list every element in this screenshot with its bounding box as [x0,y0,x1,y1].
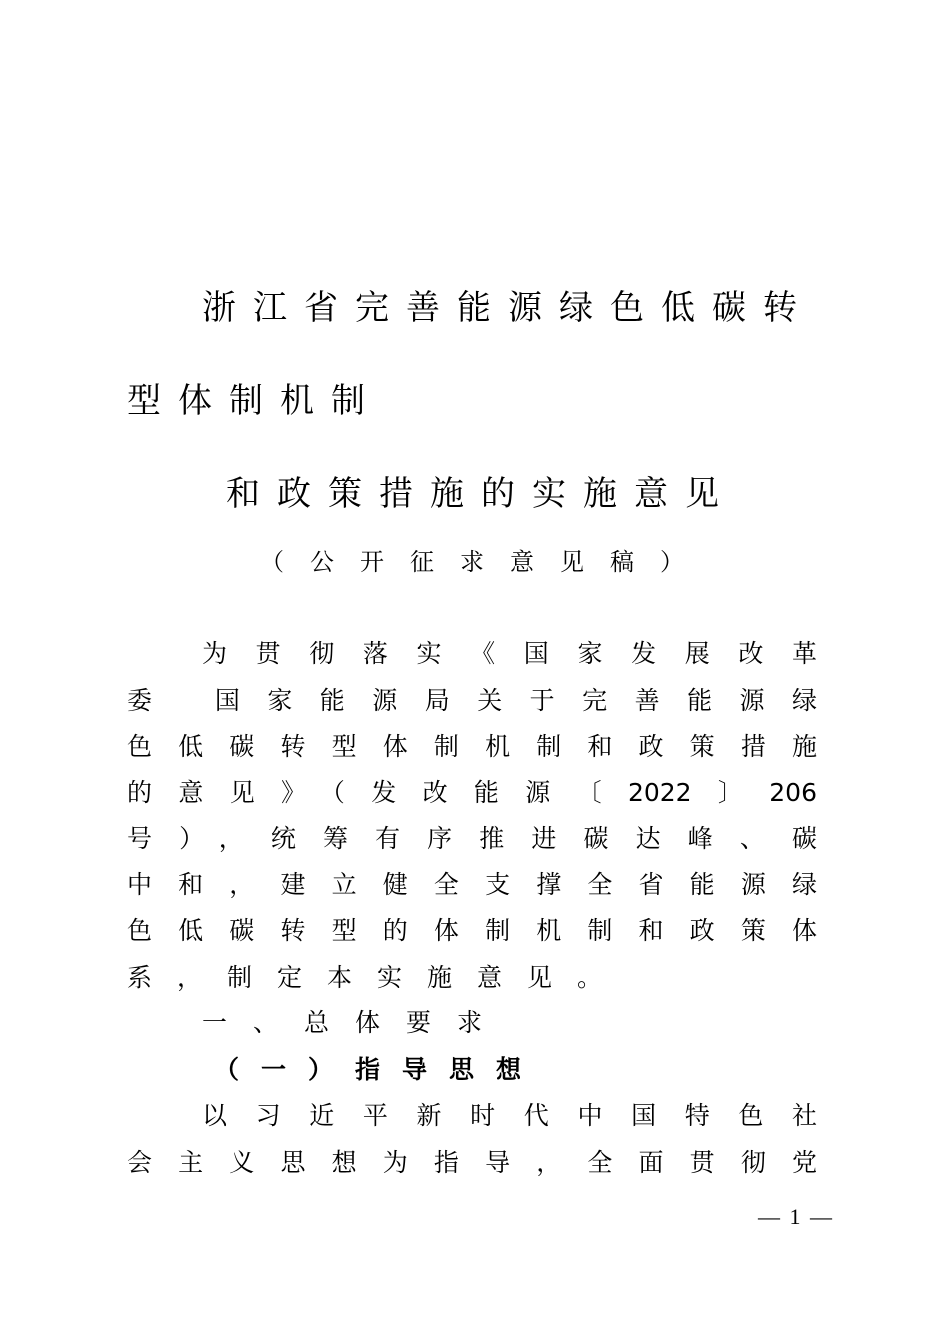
intro-paragraph-line: 色低碳转型的体制机制和政策体 [127,916,817,945]
intro-paragraph-line: 为贯彻落实《国家发展改革 [202,639,817,668]
section-heading: 一、总体要求 [202,1008,509,1037]
section-paragraph-line: 以习近平新时代中国特色社 [202,1101,817,1130]
document-subtitle: （公开征求意见稿） [260,548,710,576]
intro-paragraph-line: 中和，建立健全支撑全省能源绿 [127,870,817,899]
subsection-heading: （一）指导思想 [214,1055,544,1084]
document-title-line-1: 浙江省完善能源绿色低碳转 [202,288,814,328]
document-title-line-2: 型体制机制 [127,381,382,421]
document-title-line-3: 和政策措施的实施意见 [226,474,736,514]
section-paragraph-line: 会主义思想为指导，全面贯彻党 [127,1148,817,1177]
intro-paragraph-line: 委 国家能源局关于完善能源绿 [127,686,817,715]
intro-paragraph-line: 的意见》（发改能源〔2022〕206 [127,778,817,807]
intro-paragraph-line: 号），统筹有序推进碳达峰、碳 [127,824,817,853]
intro-paragraph-line: 系，制定本实施意见。 [127,963,628,992]
page-number: — 1 — [758,1204,834,1229]
intro-paragraph-line: 色低碳转型体制机制和政策措施 [127,732,817,761]
